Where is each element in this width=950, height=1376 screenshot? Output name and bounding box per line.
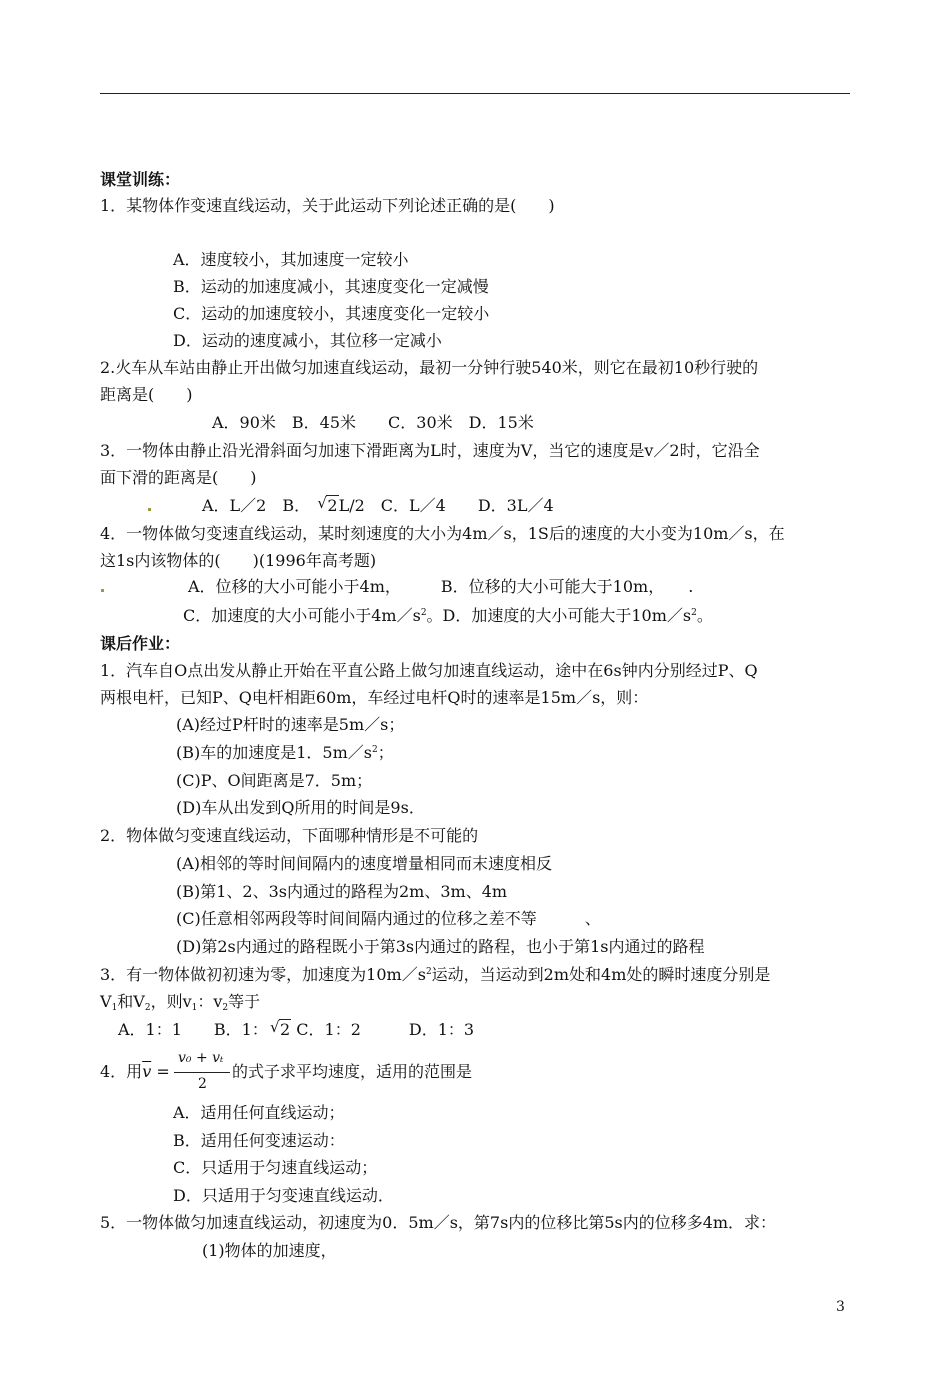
hw1-option-b-end: ； bbox=[377, 743, 394, 762]
hw5-sub1: (1)物体的加速度， bbox=[202, 1241, 337, 1260]
subscript: 2 bbox=[222, 1003, 229, 1013]
hw3-stem-text: 3．有一物体做初初速为零，加速度为10m／s bbox=[100, 965, 426, 984]
fraction-bar bbox=[174, 1072, 230, 1073]
section-title-classroom: 课堂训练： bbox=[100, 170, 181, 189]
scan-speck bbox=[148, 508, 151, 511]
hw3-stem-line2 bbox=[100, 992, 260, 1012]
q4-options-ab: A．位移的大小可能小于4m， B．位移的大小可能大于10m， . bbox=[188, 577, 694, 596]
equals-sign: = bbox=[156, 1062, 170, 1081]
hw1-option-a: (A)经过P杆时的速率是5m／s； bbox=[176, 715, 405, 734]
q1-stem: 1．某物体作变速直线运动，关于此运动下列论述正确的是( ) bbox=[100, 196, 555, 215]
hw3-equals: 等于 bbox=[228, 992, 261, 1011]
q4-options-cd bbox=[183, 606, 713, 626]
q1-option-d: D．运动的速度减小，其位移一定减小 bbox=[173, 331, 442, 350]
subscript: 1 bbox=[111, 1003, 118, 1013]
hw2-option-d: (D)第2s内通过的路程既小于第3s内通过的路程，也小于第1s内通过的路程 bbox=[176, 937, 705, 956]
q4-stem-line1: 4．一物体做匀变速直线运动，某时刻速度的大小为4m／s，1S后的速度的大小变为10m／s，在 bbox=[100, 524, 785, 543]
q3-stem-line1: 3．一物体由静止沿光滑斜面匀加速下滑距离为L时，速度为V，当它的速度是v／2时，它沿全 bbox=[100, 441, 760, 460]
q1-option-a: A．速度较小，其加速度一定较小 bbox=[173, 250, 409, 269]
hw4-option-c: C．只适用于匀速直线运动； bbox=[173, 1158, 378, 1177]
page-number: 3 bbox=[836, 1299, 845, 1315]
hw2-option-a: (A)相邻的等时间间隔内的速度增量相同而末速度相反 bbox=[176, 854, 553, 873]
hw1-option-b-text: (B)车的加速度是1．5m／s bbox=[176, 743, 372, 762]
v-bar-symbol: $\overline{v}$ bbox=[142, 1062, 152, 1081]
fraction-formula bbox=[174, 1050, 230, 1096]
q1-option-b: B．运动的加速度减小，其速度变化一定减慢 bbox=[173, 277, 489, 296]
hw4-prefix: 4．用 bbox=[100, 1062, 143, 1081]
hw1-stem-line2: 两根电杆，已知P、Q电杆相距60m，车经过电杆Q时的速率是15m／s，则： bbox=[100, 688, 649, 707]
hw3-colon-v2: ：v bbox=[197, 992, 223, 1011]
hw4-option-a: A．适用任何直线运动； bbox=[173, 1103, 345, 1122]
subscript: 2 bbox=[144, 1003, 151, 1013]
superscript: 2 bbox=[420, 608, 427, 618]
hw1-stem-line1: 1．汽车自O点出发从静止开始在平直公路上做匀加速直线运动，途中在6s钟内分别经过P、Q bbox=[100, 661, 758, 680]
sqrt-symbol: √ 2 bbox=[279, 1019, 291, 1040]
hw4-option-b: B．适用任何变速运动： bbox=[173, 1131, 345, 1150]
hw3-options bbox=[118, 1019, 474, 1040]
hw4-suffix: 的式子求平均速度，适用的范围是 bbox=[232, 1062, 473, 1081]
hw2-option-c: (C)任意相邻两段等时间间隔内通过的位移之差不等 、 bbox=[176, 909, 601, 928]
q4-option-d: 。D．加速度的大小可能大于10m／s bbox=[426, 606, 692, 625]
q3-options-rest: L/2 C．L／4 D．3L／4 bbox=[338, 496, 554, 515]
q3-options bbox=[202, 495, 554, 516]
hw3-v1: V bbox=[100, 992, 112, 1011]
scan-speck bbox=[101, 589, 104, 592]
q3-options-ab: A．L／2 B． bbox=[202, 496, 311, 515]
hw3-stem-line1 bbox=[100, 965, 770, 985]
hw1-option-c: (C)P、O间距离是7．5m； bbox=[176, 771, 373, 790]
hw2-stem: 2．物体做匀变速直线运动，下面哪种情形是不可能的 bbox=[100, 826, 479, 845]
hw4-stem bbox=[100, 1062, 170, 1082]
q1-option-c: C．运动的加速度较小，其速度变化一定较小 bbox=[173, 304, 490, 323]
q4-option-c: C．加速度的大小可能小于4m／s bbox=[183, 606, 421, 625]
hw3-stem-text-rest: 运动，当运动到2m处和4m处的瞬时速度分别是 bbox=[431, 965, 771, 984]
header-rule bbox=[100, 93, 850, 94]
hw1-option-d: (D)车从出发到Q所用的时间是9s． bbox=[176, 798, 425, 817]
fraction-denominator: 2 bbox=[198, 1076, 207, 1092]
hw2-option-b: (B)第1、2、3s内通过的路程为2m、3m、4m bbox=[176, 882, 508, 901]
hw3-then-v1: ，则v bbox=[150, 992, 192, 1011]
hw5-stem: 5．一物体做匀加速直线运动，初速度为0．5m／s，第7s内的位移比第5s内的位移多4m．求： bbox=[100, 1213, 777, 1232]
hw3-and-v2: 和V bbox=[117, 992, 145, 1011]
hw4-option-d: D．只适用于匀变速直线运动． bbox=[173, 1186, 394, 1205]
superscript: 2 bbox=[372, 745, 378, 755]
sqrt-symbol: √ 2 bbox=[326, 495, 338, 516]
fraction-numerator: v₀ + vₜ bbox=[178, 1050, 224, 1066]
subscript: 1 bbox=[191, 1003, 198, 1013]
hw3-options-ab: A．1：1 B．1： bbox=[118, 1020, 268, 1039]
q2-stem-line2: 距离是( ) bbox=[100, 385, 193, 404]
hw1-option-b bbox=[176, 743, 394, 763]
superscript: 2 bbox=[425, 967, 432, 977]
q4-option-end: 。 bbox=[696, 606, 713, 625]
q4-stem-line2: 这1s内该物体的( )(1996年高考题) bbox=[100, 551, 377, 570]
section-title-homework: 课后作业： bbox=[100, 634, 181, 653]
superscript: 2 bbox=[691, 608, 697, 618]
q2-options: A．90米 B．45米 C．30米 D．15米 bbox=[212, 413, 534, 432]
hw3-options-cd: C．1：2 D．1：3 bbox=[291, 1020, 475, 1039]
q2-stem-line1: 2.火车从车站由静止开出做匀加速直线运动，最初一分钟行驶540米，则它在最初10秒行驶的 bbox=[100, 358, 759, 377]
q3-stem-line2: 面下滑的距离是( ) bbox=[100, 468, 257, 487]
